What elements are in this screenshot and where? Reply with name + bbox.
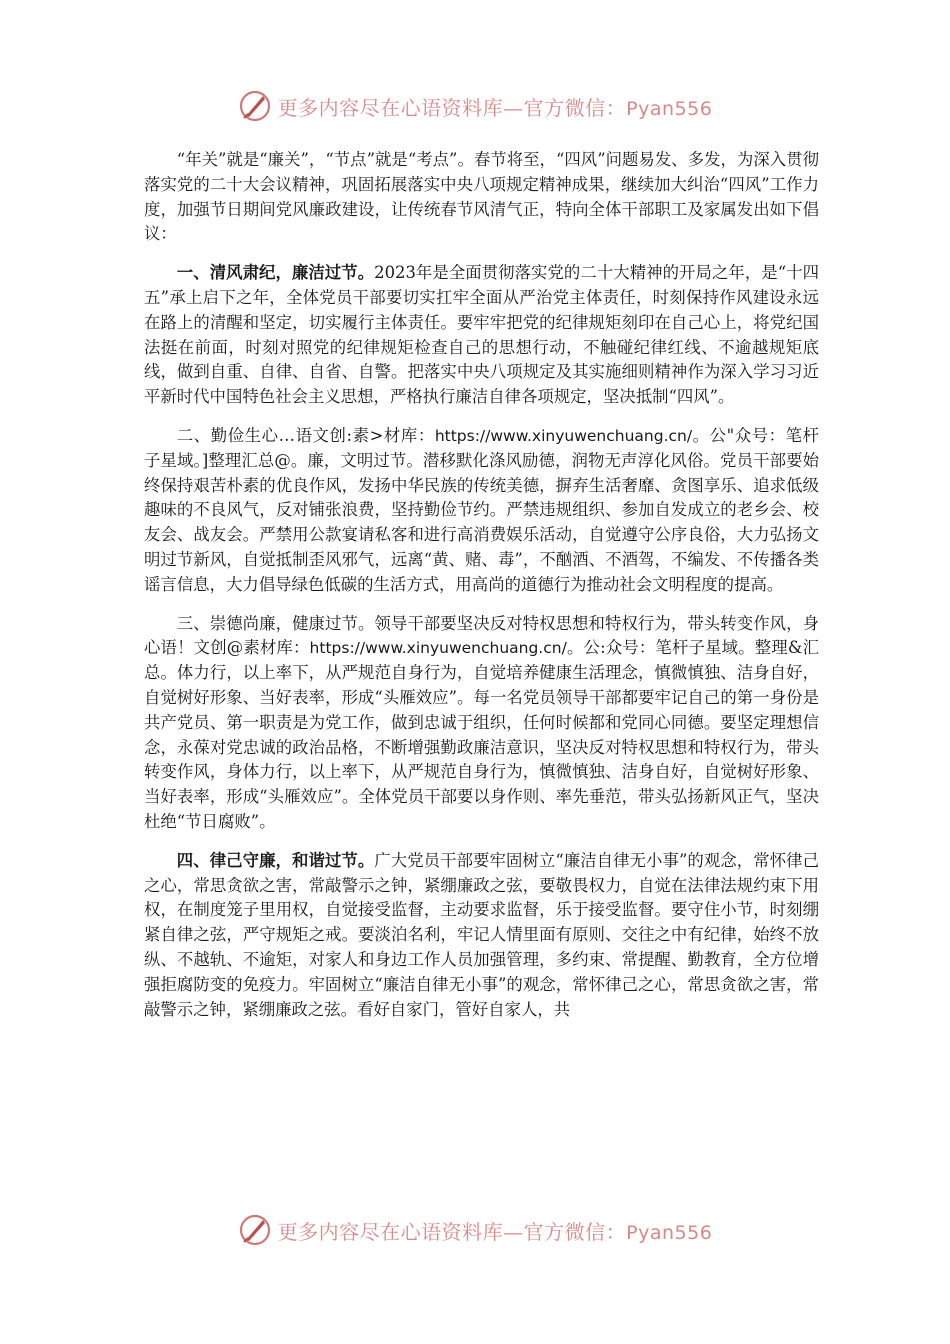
section-3-paragraph [144,612,819,835]
quill-logo-icon [238,89,272,123]
section-1-body: 2023年是全面贯彻落实党的二十大精神的开局之年，是“十四五”承上启下之年，全体党员干部要切实扛牢全面从严治党主体责任，时刻保持作风建设永远在路上的清醒和坚定，切实履行主体责任。要牢牢把党的纪律规矩刻印在自己心上，将党纪国法挺在前面，时刻对照党的纪律规矩检查自己的思想行动，不触碰纪律红线、不逾越规矩底线，做到自重、自律、自省、自警。把落实中央八项规定及其实施细则精神作为深入学习习近平新时代中国特色社会主义思想，严格执行廉洁自律各项规定，坚决抵制“四风”。 [144,263,820,407]
section-3-lead: 三、崇德尚廉，健康过节。领导干部要坚决反对特权思想和特权行为，带头转变作风，身心语！文创@素材库： [144,613,819,658]
section-2-url: https://www.xinyuwenchuang.cn/ [434,426,693,445]
quill-logo-icon [238,1213,272,1247]
banner-text: 更多内容尽在心语资料库—官方微信：Pyan556 [277,1219,713,1244]
section-4-heading: 四、律己守廉，和谐过节。 [176,850,375,870]
section-4-paragraph [144,849,819,1023]
section-2-paragraph [144,424,819,598]
section-3-url: https://www.xinyuwenchuang.cn/ [309,639,567,658]
section-1-paragraph [144,261,819,410]
wechat-id: Pyan556 [626,97,713,120]
wechat-id: Pyan556 [626,1221,713,1244]
banner-text: 更多内容尽在心语资料库—官方微信：Pyan556 [277,95,713,120]
section-4-body: 广大党员干部要牢固树立“廉洁自律无小事”的观念，常怀律己之心，常思贪欲之害，常敲警示之钟，紧绷廉政之弦，要敬畏权力，自觉在法律法规约束下用权，在制度笼子里用权，自觉接受监督，主动要求监督，乐于接受监督。要守住小节，时刻绷紧自律之弦，严守规矩之戒。要淡泊名利，牢记人情里面有原则、交往之中有纪律，始终不放纵、不越轨、不逾矩，对家人和身边工作人员加强管理，多约束、常提醒、勤教育，全方位增强拒腐防变的免疫力。牢固树立“廉洁自律无小事”的观念，常怀律己之心，常思贪欲之害，常敲警示之钟，紧绷廉政之弦。看好自家门，管好自家人，共 [144,850,820,1019]
section-1-heading: 一、清风肃纪，廉洁过节。 [176,263,375,283]
header-banner [0,86,950,126]
footer-banner [0,1210,950,1250]
section-2-body: 。公"众号：笔杆子星域。]整理汇总@。廉，文明过节。潜移默化涤风励德，润物无声淳化风俗。党员干部要始终保持艰苦朴素的优良作风，发扬中华民族的传统美德，摒弃生活奢靡、贪图享乐、追求低级趣味的不良风气，反对铺张浪费，坚持勤俭节约。严禁违规组织、参加自发成立的老乡会、校友会、战友会。严禁用公款宴请私客和进行高消费娱乐活动，自觉遵守公序良俗，大力弘扬文明过节新风，自觉抵制歪风邪气，远离“黄、赌、毒”，不酗酒、不酒驾，不编发、不传播各类谣言信息，大力倡导绿色低碳的生活方式，用高尚的道德行为推动社会文明程度的提高。 [144,425,819,594]
section-2-lead: 二、勤俭生心…语文创:素>材库： [176,425,435,445]
section-3-body: 。公:众号：笔杆子星域。整理&汇总。体力行，以上率下，从严规范自身行为，自觉培养健康生活理念，慎微慎独、洁身自好，自觉树好形象、当好表率，形成“头雁效应”。每一名党员领导干部都要牢记自己的第一身份是共产党员、第一职责是为党工作，做到忠诚于组织，任何时候都和党同心同德。要坚定理想信念，永葆对党忠诚的政治品格，不断增强勤政廉洁意识，坚决反对特权思想和特权行为，带头转变作风，身体力行，以上率下，从严规范自身行为，慎微慎独、洁身自好，自觉树好形象、当好表率，形成“头雁效应”。全体党员干部要以身作则、率先垂范，带头弘扬新风正气，坚决杜绝“节日腐败”。 [144,638,819,831]
intro-paragraph: “年关”就是“廉关”，“节点”就是“考点”。春节将至，“四风”问题易发、多发，为深入贯彻落实党的二十大会议精神，巩固拓展落实中央八项规定精神成果，继续加大纠治“四风”工作力度，加强节日期间党风廉政建设，让传统春节风清气正，特向全体干部职工及家属发出如下倡议： [144,150,819,244]
document-body [144,148,819,1036]
